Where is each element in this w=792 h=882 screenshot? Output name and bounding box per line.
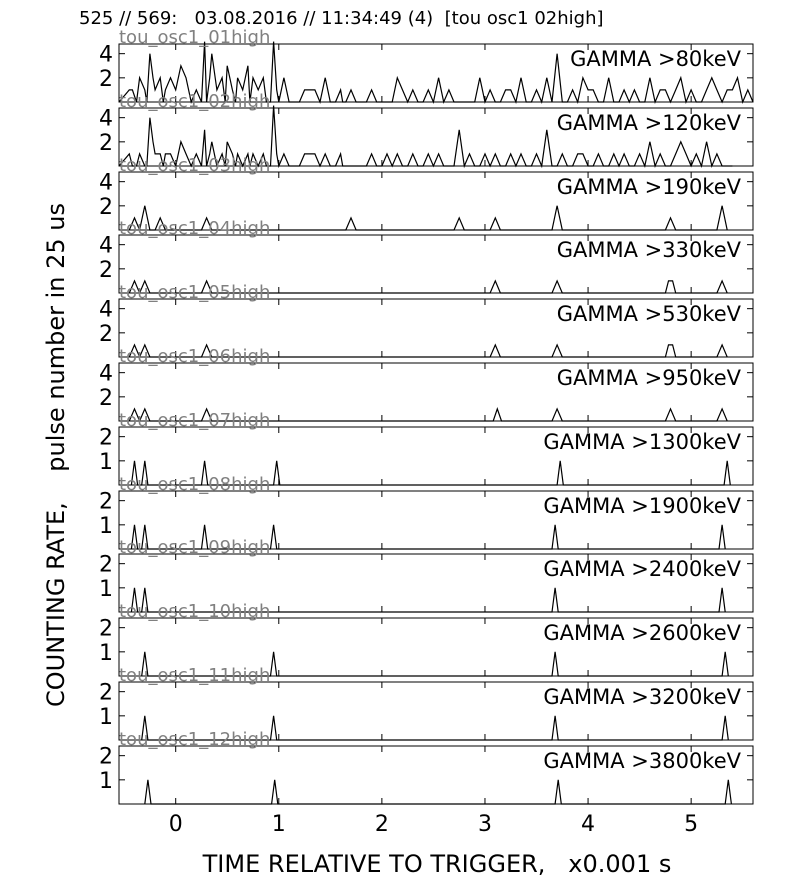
panel-energy-label: GAMMA >3800keV <box>543 749 741 773</box>
panel-energy-label: GAMMA >1900keV <box>543 494 741 518</box>
panel-channel-label: tou_osc1_02high <box>119 91 271 112</box>
panel-energy-label: GAMMA >80keV <box>570 47 741 71</box>
series-line <box>145 780 732 804</box>
panel-channel-label: tou_osc1_09high <box>119 537 271 558</box>
panel-energy-label: GAMMA >120keV <box>556 111 741 135</box>
panel-channel-label: tou_osc1_11high <box>119 665 271 686</box>
panel-channel-label: tou_osc1_07high <box>119 410 271 431</box>
y-tick-label: 2 <box>99 130 113 156</box>
y-tick-label: 1 <box>99 513 113 539</box>
panel-energy-label: GAMMA >330keV <box>556 238 741 262</box>
y-tick-label: 4 <box>99 233 113 259</box>
x-axis-label: TIME RELATIVE TO TRIGGER, x0.001 s <box>202 850 672 878</box>
panel-energy-label: GAMMA >2400keV <box>543 557 741 581</box>
figure-title: 525 // 569: 03.08.2016 // 11:34:49 (4) [tou osc1 02high] <box>79 8 604 29</box>
y-tick-label: 2 <box>99 66 113 92</box>
x-tick-label: 0 <box>168 812 183 837</box>
panel-energy-label: GAMMA >3200keV <box>543 685 741 709</box>
panel-channel-label: tou_osc1_12high <box>119 729 271 750</box>
panel-energy-label: GAMMA >950keV <box>556 366 741 390</box>
x-tick-label: 4 <box>581 812 596 837</box>
y-tick-label: 2 <box>99 616 113 642</box>
panel-energy-label: GAMMA >1300keV <box>543 430 741 454</box>
y-tick-label: 4 <box>99 361 113 387</box>
panel-energy-label: GAMMA >2600keV <box>543 621 741 645</box>
panel-channel-label: tou_osc1_04high <box>119 218 271 239</box>
y-tick-label: 1 <box>99 768 113 794</box>
y-tick-label: 2 <box>99 321 113 347</box>
y-tick-label: 4 <box>99 297 113 323</box>
panel-energy-label: GAMMA >190keV <box>556 175 741 199</box>
panel-channel-label: tou_osc1_08high <box>119 474 271 495</box>
y-tick-label: 2 <box>99 194 113 220</box>
y-tick-label: 4 <box>99 42 113 68</box>
y-tick-label: 1 <box>99 576 113 602</box>
panel-channel-label: tou_osc1_01high <box>119 27 271 48</box>
panel-channel-label: tou_osc1_03high <box>119 155 271 176</box>
panel-channel-label: tou_osc1_05high <box>119 282 271 303</box>
panel-energy-label: GAMMA >530keV <box>556 302 741 326</box>
y-tick-label: 1 <box>99 704 113 730</box>
y-tick-label: 4 <box>99 170 113 196</box>
y-tick-label: 2 <box>99 552 113 578</box>
y-axis-label: COUNTING RATE, pulse number in 25 us <box>42 202 70 708</box>
x-tick-label: 1 <box>271 812 286 837</box>
panel-channel-label: tou_osc1_10high <box>119 601 271 622</box>
y-tick-label: 1 <box>99 449 113 475</box>
y-tick-label: 1 <box>99 640 113 666</box>
y-tick-label: 2 <box>99 744 113 770</box>
y-tick-label: 4 <box>99 106 113 132</box>
x-tick-label: 3 <box>477 812 492 837</box>
y-tick-label: 2 <box>99 385 113 411</box>
x-tick-label: 2 <box>374 812 389 837</box>
y-tick-label: 2 <box>99 257 113 283</box>
y-tick-label: 2 <box>99 489 113 515</box>
y-tick-label: 2 <box>99 680 113 706</box>
panel-channel-label: tou_osc1_06high <box>119 346 271 367</box>
x-tick-label: 5 <box>684 812 699 837</box>
y-tick-label: 2 <box>99 425 113 451</box>
